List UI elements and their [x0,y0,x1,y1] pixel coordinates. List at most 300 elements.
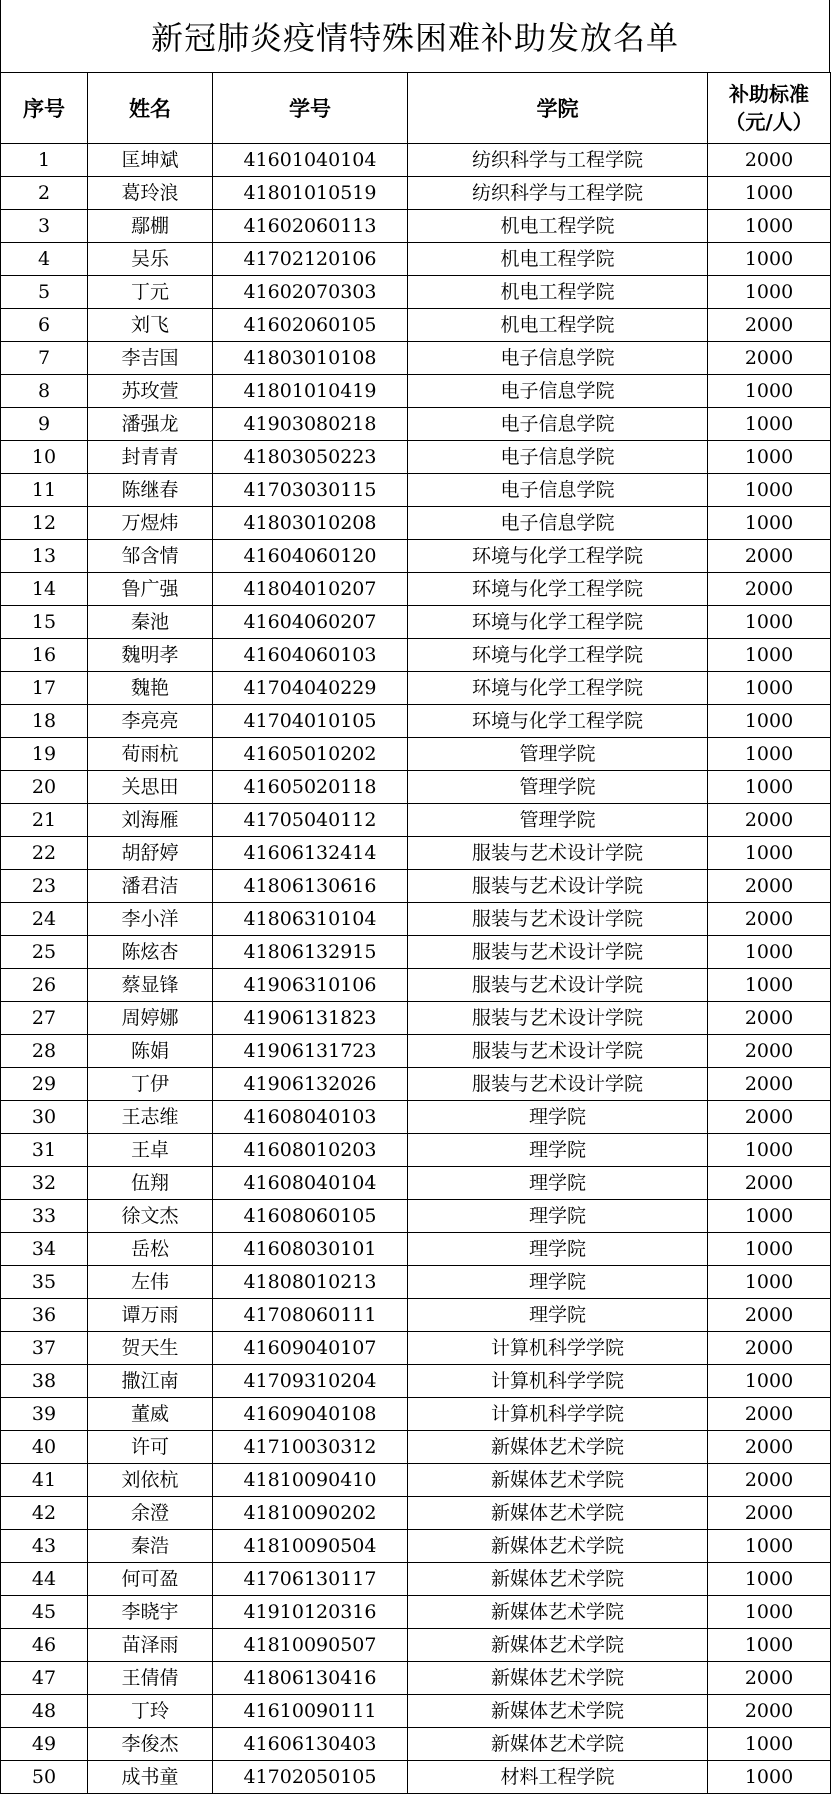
name-cell: 丁伊 [88,1068,213,1101]
amount-cell: 2000 [708,1398,831,1431]
college-cell: 材料工程学院 [408,1761,708,1794]
amount-cell: 2000 [708,1695,831,1728]
seq-cell: 32 [1,1167,88,1200]
subsidy-table [0,72,831,1794]
amount-cell: 1000 [708,1365,831,1398]
college-cell: 服装与艺术设计学院 [408,936,708,969]
table-row [1,276,831,309]
student-id-cell: 41806130616 [213,870,408,903]
table-row [1,1134,831,1167]
table-row [1,1497,831,1530]
seq-cell: 7 [1,342,88,375]
amount-cell: 1000 [708,969,831,1002]
college-cell: 环境与化学工程学院 [408,606,708,639]
header-student-id: 学号 [213,73,408,144]
table-row [1,1596,831,1629]
table-row [1,672,831,705]
seq-cell: 28 [1,1035,88,1068]
student-id-cell: 41803050223 [213,441,408,474]
table-row [1,936,831,969]
header-row [1,73,831,144]
seq-cell: 23 [1,870,88,903]
table-row [1,1200,831,1233]
amount-cell: 2000 [708,870,831,903]
seq-cell: 49 [1,1728,88,1761]
table-row [1,639,831,672]
amount-cell: 1000 [708,1761,831,1794]
college-cell: 计算机科学学院 [408,1398,708,1431]
seq-cell: 24 [1,903,88,936]
table-row [1,870,831,903]
seq-cell: 50 [1,1761,88,1794]
header-name: 姓名 [88,73,213,144]
student-id-cell: 41804010207 [213,573,408,606]
student-id-cell: 41704010105 [213,705,408,738]
seq-cell: 9 [1,408,88,441]
name-cell: 刘依杭 [88,1464,213,1497]
student-id-cell: 41609040108 [213,1398,408,1431]
seq-cell: 6 [1,309,88,342]
student-id-cell: 41803010108 [213,342,408,375]
table-body [1,144,831,1794]
college-cell: 管理学院 [408,804,708,837]
seq-cell: 35 [1,1266,88,1299]
college-cell: 服装与艺术设计学院 [408,1068,708,1101]
amount-cell: 1000 [708,771,831,804]
table-row [1,1398,831,1431]
amount-cell: 1000 [708,672,831,705]
seq-cell: 8 [1,375,88,408]
college-cell: 电子信息学院 [408,342,708,375]
college-cell: 机电工程学院 [408,243,708,276]
student-id-cell: 41708060111 [213,1299,408,1332]
student-id-cell: 41810090202 [213,1497,408,1530]
college-cell: 服装与艺术设计学院 [408,1035,708,1068]
name-cell: 吴乐 [88,243,213,276]
amount-cell: 1000 [708,936,831,969]
name-cell: 苏玫萱 [88,375,213,408]
student-id-cell: 41704040229 [213,672,408,705]
table-row [1,1266,831,1299]
amount-cell: 1000 [708,243,831,276]
college-cell: 理学院 [408,1200,708,1233]
student-id-cell: 41709310204 [213,1365,408,1398]
name-cell: 鲁广强 [88,573,213,606]
table-row [1,1332,831,1365]
table-row [1,1035,831,1068]
seq-cell: 12 [1,507,88,540]
student-id-cell: 41810090504 [213,1530,408,1563]
table-row [1,1662,831,1695]
amount-cell: 1000 [708,1563,831,1596]
name-cell: 潘君洁 [88,870,213,903]
seq-cell: 33 [1,1200,88,1233]
seq-cell: 5 [1,276,88,309]
table-row [1,903,831,936]
amount-cell: 1000 [708,1629,831,1662]
college-cell: 服装与艺术设计学院 [408,969,708,1002]
student-id-cell: 41806132915 [213,936,408,969]
table-row [1,837,831,870]
table-row [1,969,831,1002]
amount-cell: 2000 [708,309,831,342]
amount-cell: 2000 [708,1299,831,1332]
amount-cell: 1000 [708,1596,831,1629]
table-row [1,375,831,408]
name-cell: 成书童 [88,1761,213,1794]
table-row [1,738,831,771]
name-cell: 刘海雁 [88,804,213,837]
college-cell: 纺织科学与工程学院 [408,144,708,177]
amount-cell: 2000 [708,1002,831,1035]
student-id-cell: 41801010419 [213,375,408,408]
student-id-cell: 41910120316 [213,1596,408,1629]
amount-cell: 2000 [708,573,831,606]
student-id-cell: 41604060120 [213,540,408,573]
seq-cell: 36 [1,1299,88,1332]
college-cell: 服装与艺术设计学院 [408,837,708,870]
name-cell: 秦浩 [88,1530,213,1563]
amount-cell: 2000 [708,1662,831,1695]
amount-cell: 2000 [708,1464,831,1497]
seq-cell: 22 [1,837,88,870]
college-cell: 新媒体艺术学院 [408,1464,708,1497]
student-id-cell: 41906131823 [213,1002,408,1035]
student-id-cell: 41608060105 [213,1200,408,1233]
table-row [1,606,831,639]
table-row [1,1101,831,1134]
amount-cell: 2000 [708,903,831,936]
name-cell: 王卓 [88,1134,213,1167]
table-row [1,177,831,210]
student-id-cell: 41906132026 [213,1068,408,1101]
seq-cell: 1 [1,144,88,177]
table-row [1,1530,831,1563]
amount-cell: 1000 [708,1530,831,1563]
name-cell: 关思田 [88,771,213,804]
name-cell: 封青青 [88,441,213,474]
table-row [1,144,831,177]
student-id-cell: 41702120106 [213,243,408,276]
table-row [1,1299,831,1332]
college-cell: 理学院 [408,1167,708,1200]
seq-cell: 27 [1,1002,88,1035]
seq-cell: 40 [1,1431,88,1464]
student-id-cell: 41608040104 [213,1167,408,1200]
name-cell: 李亮亮 [88,705,213,738]
amount-cell: 2000 [708,1332,831,1365]
college-cell: 纺织科学与工程学院 [408,177,708,210]
college-cell: 环境与化学工程学院 [408,639,708,672]
name-cell: 丁元 [88,276,213,309]
seq-cell: 38 [1,1365,88,1398]
name-cell: 许可 [88,1431,213,1464]
college-cell: 服装与艺术设计学院 [408,903,708,936]
table-row [1,1233,831,1266]
name-cell: 陈炫杏 [88,936,213,969]
college-cell: 新媒体艺术学院 [408,1728,708,1761]
amount-cell: 1000 [708,639,831,672]
table-row [1,1695,831,1728]
student-id-cell: 41604060207 [213,606,408,639]
student-id-cell: 41606132414 [213,837,408,870]
seq-cell: 19 [1,738,88,771]
name-cell: 鄢棚 [88,210,213,243]
college-cell: 理学院 [408,1101,708,1134]
amount-cell: 2000 [708,1035,831,1068]
header-college: 学院 [408,73,708,144]
seq-cell: 25 [1,936,88,969]
table-row [1,1761,831,1794]
college-cell: 机电工程学院 [408,309,708,342]
college-cell: 电子信息学院 [408,441,708,474]
name-cell: 陈娟 [88,1035,213,1068]
seq-cell: 20 [1,771,88,804]
name-cell: 万煜炜 [88,507,213,540]
amount-cell: 1000 [708,705,831,738]
amount-cell: 2000 [708,1431,831,1464]
amount-cell: 2000 [708,1068,831,1101]
name-cell: 岳松 [88,1233,213,1266]
name-cell: 谭万雨 [88,1299,213,1332]
name-cell: 余澄 [88,1497,213,1530]
seq-cell: 30 [1,1101,88,1134]
table-row [1,408,831,441]
college-cell: 环境与化学工程学院 [408,672,708,705]
student-id-cell: 41602070303 [213,276,408,309]
page-title: 新冠肺炎疫情特殊困难补助发放名单 [0,0,830,72]
table-row [1,1563,831,1596]
college-cell: 环境与化学工程学院 [408,540,708,573]
name-cell: 李吉国 [88,342,213,375]
amount-cell: 1000 [708,837,831,870]
college-cell: 理学院 [408,1233,708,1266]
amount-cell: 1000 [708,738,831,771]
seq-cell: 47 [1,1662,88,1695]
seq-cell: 14 [1,573,88,606]
table-row [1,441,831,474]
seq-cell: 39 [1,1398,88,1431]
student-id-cell: 41703030115 [213,474,408,507]
seq-cell: 18 [1,705,88,738]
amount-cell: 1000 [708,375,831,408]
name-cell: 胡舒婷 [88,837,213,870]
student-id-cell: 41810090410 [213,1464,408,1497]
table-row [1,1464,831,1497]
name-cell: 潘强龙 [88,408,213,441]
seq-cell: 31 [1,1134,88,1167]
table-row [1,1068,831,1101]
name-cell: 葛玲浪 [88,177,213,210]
name-cell: 伍翔 [88,1167,213,1200]
amount-cell: 1000 [708,1200,831,1233]
amount-cell: 1000 [708,1728,831,1761]
name-cell: 魏艳 [88,672,213,705]
name-cell: 王志维 [88,1101,213,1134]
college-cell: 服装与艺术设计学院 [408,870,708,903]
college-cell: 环境与化学工程学院 [408,705,708,738]
header-amount-line2: （元/人） [725,110,813,134]
amount-cell: 1000 [708,177,831,210]
student-id-cell: 41803010208 [213,507,408,540]
student-id-cell: 41810090507 [213,1629,408,1662]
college-cell: 机电工程学院 [408,276,708,309]
amount-cell: 2000 [708,804,831,837]
student-id-cell: 41608030101 [213,1233,408,1266]
student-id-cell: 41605010202 [213,738,408,771]
table-row [1,771,831,804]
seq-cell: 48 [1,1695,88,1728]
table-row [1,1002,831,1035]
seq-cell: 41 [1,1464,88,1497]
seq-cell: 3 [1,210,88,243]
seq-cell: 37 [1,1332,88,1365]
college-cell: 新媒体艺术学院 [408,1662,708,1695]
seq-cell: 4 [1,243,88,276]
student-id-cell: 41604060103 [213,639,408,672]
seq-cell: 16 [1,639,88,672]
amount-cell: 2000 [708,1167,831,1200]
name-cell: 李晓宇 [88,1596,213,1629]
college-cell: 环境与化学工程学院 [408,573,708,606]
college-cell: 电子信息学院 [408,375,708,408]
name-cell: 何可盈 [88,1563,213,1596]
name-cell: 魏明孝 [88,639,213,672]
college-cell: 服装与艺术设计学院 [408,1002,708,1035]
amount-cell: 1000 [708,1233,831,1266]
amount-cell: 2000 [708,144,831,177]
amount-cell: 1000 [708,1134,831,1167]
name-cell: 贺天生 [88,1332,213,1365]
college-cell: 电子信息学院 [408,507,708,540]
college-cell: 新媒体艺术学院 [408,1497,708,1530]
student-id-cell: 41609040107 [213,1332,408,1365]
amount-cell: 1000 [708,1266,831,1299]
student-id-cell: 41808010213 [213,1266,408,1299]
table-row [1,309,831,342]
table-row [1,507,831,540]
name-cell: 左伟 [88,1266,213,1299]
student-id-cell: 41606130403 [213,1728,408,1761]
seq-cell: 46 [1,1629,88,1662]
seq-cell: 11 [1,474,88,507]
seq-cell: 45 [1,1596,88,1629]
table-row [1,573,831,606]
name-cell: 徐文杰 [88,1200,213,1233]
amount-cell: 1000 [708,507,831,540]
college-cell: 新媒体艺术学院 [408,1695,708,1728]
header-amount [708,73,831,144]
name-cell: 邹含情 [88,540,213,573]
name-cell: 李俊杰 [88,1728,213,1761]
student-id-cell: 41806310104 [213,903,408,936]
student-id-cell: 41608010203 [213,1134,408,1167]
student-id-cell: 41903080218 [213,408,408,441]
student-id-cell: 41806130416 [213,1662,408,1695]
table-row [1,1365,831,1398]
student-id-cell: 41706130117 [213,1563,408,1596]
student-id-cell: 41710030312 [213,1431,408,1464]
name-cell: 丁玲 [88,1695,213,1728]
student-id-cell: 41608040103 [213,1101,408,1134]
header-amount-line1: 补助标准 [729,82,809,106]
college-cell: 新媒体艺术学院 [408,1629,708,1662]
name-cell: 董威 [88,1398,213,1431]
college-cell: 管理学院 [408,738,708,771]
college-cell: 电子信息学院 [408,474,708,507]
college-cell: 管理学院 [408,771,708,804]
name-cell: 秦池 [88,606,213,639]
table-row [1,1728,831,1761]
amount-cell: 1000 [708,408,831,441]
student-id-cell: 41906131723 [213,1035,408,1068]
name-cell: 匡坤斌 [88,144,213,177]
name-cell: 周婷娜 [88,1002,213,1035]
header-seq: 序号 [1,73,88,144]
college-cell: 机电工程学院 [408,210,708,243]
college-cell: 电子信息学院 [408,408,708,441]
amount-cell: 2000 [708,342,831,375]
college-cell: 新媒体艺术学院 [408,1530,708,1563]
name-cell: 王倩倩 [88,1662,213,1695]
seq-cell: 17 [1,672,88,705]
seq-cell: 13 [1,540,88,573]
table-row [1,705,831,738]
table-row [1,540,831,573]
table-row [1,804,831,837]
student-id-cell: 41601040104 [213,144,408,177]
seq-cell: 15 [1,606,88,639]
college-cell: 计算机科学学院 [408,1365,708,1398]
table-row [1,474,831,507]
table-row [1,342,831,375]
name-cell: 陈继春 [88,474,213,507]
student-id-cell: 41801010519 [213,177,408,210]
table-row [1,243,831,276]
amount-cell: 2000 [708,540,831,573]
amount-cell: 1000 [708,210,831,243]
seq-cell: 26 [1,969,88,1002]
table-row [1,210,831,243]
college-cell: 理学院 [408,1266,708,1299]
student-id-cell: 41602060105 [213,309,408,342]
seq-cell: 44 [1,1563,88,1596]
seq-cell: 29 [1,1068,88,1101]
student-id-cell: 41610090111 [213,1695,408,1728]
seq-cell: 21 [1,804,88,837]
college-cell: 理学院 [408,1299,708,1332]
name-cell: 李小洋 [88,903,213,936]
name-cell: 蔡显锋 [88,969,213,1002]
name-cell: 刘飞 [88,309,213,342]
table-row [1,1629,831,1662]
amount-cell: 2000 [708,1101,831,1134]
student-id-cell: 41906310106 [213,969,408,1002]
table-row [1,1431,831,1464]
table-row [1,1167,831,1200]
seq-cell: 42 [1,1497,88,1530]
student-id-cell: 41602060113 [213,210,408,243]
amount-cell: 1000 [708,474,831,507]
college-cell: 新媒体艺术学院 [408,1431,708,1464]
seq-cell: 10 [1,441,88,474]
college-cell: 计算机科学学院 [408,1332,708,1365]
seq-cell: 2 [1,177,88,210]
name-cell: 撒江南 [88,1365,213,1398]
college-cell: 理学院 [408,1134,708,1167]
amount-cell: 1000 [708,276,831,309]
college-cell: 新媒体艺术学院 [408,1596,708,1629]
